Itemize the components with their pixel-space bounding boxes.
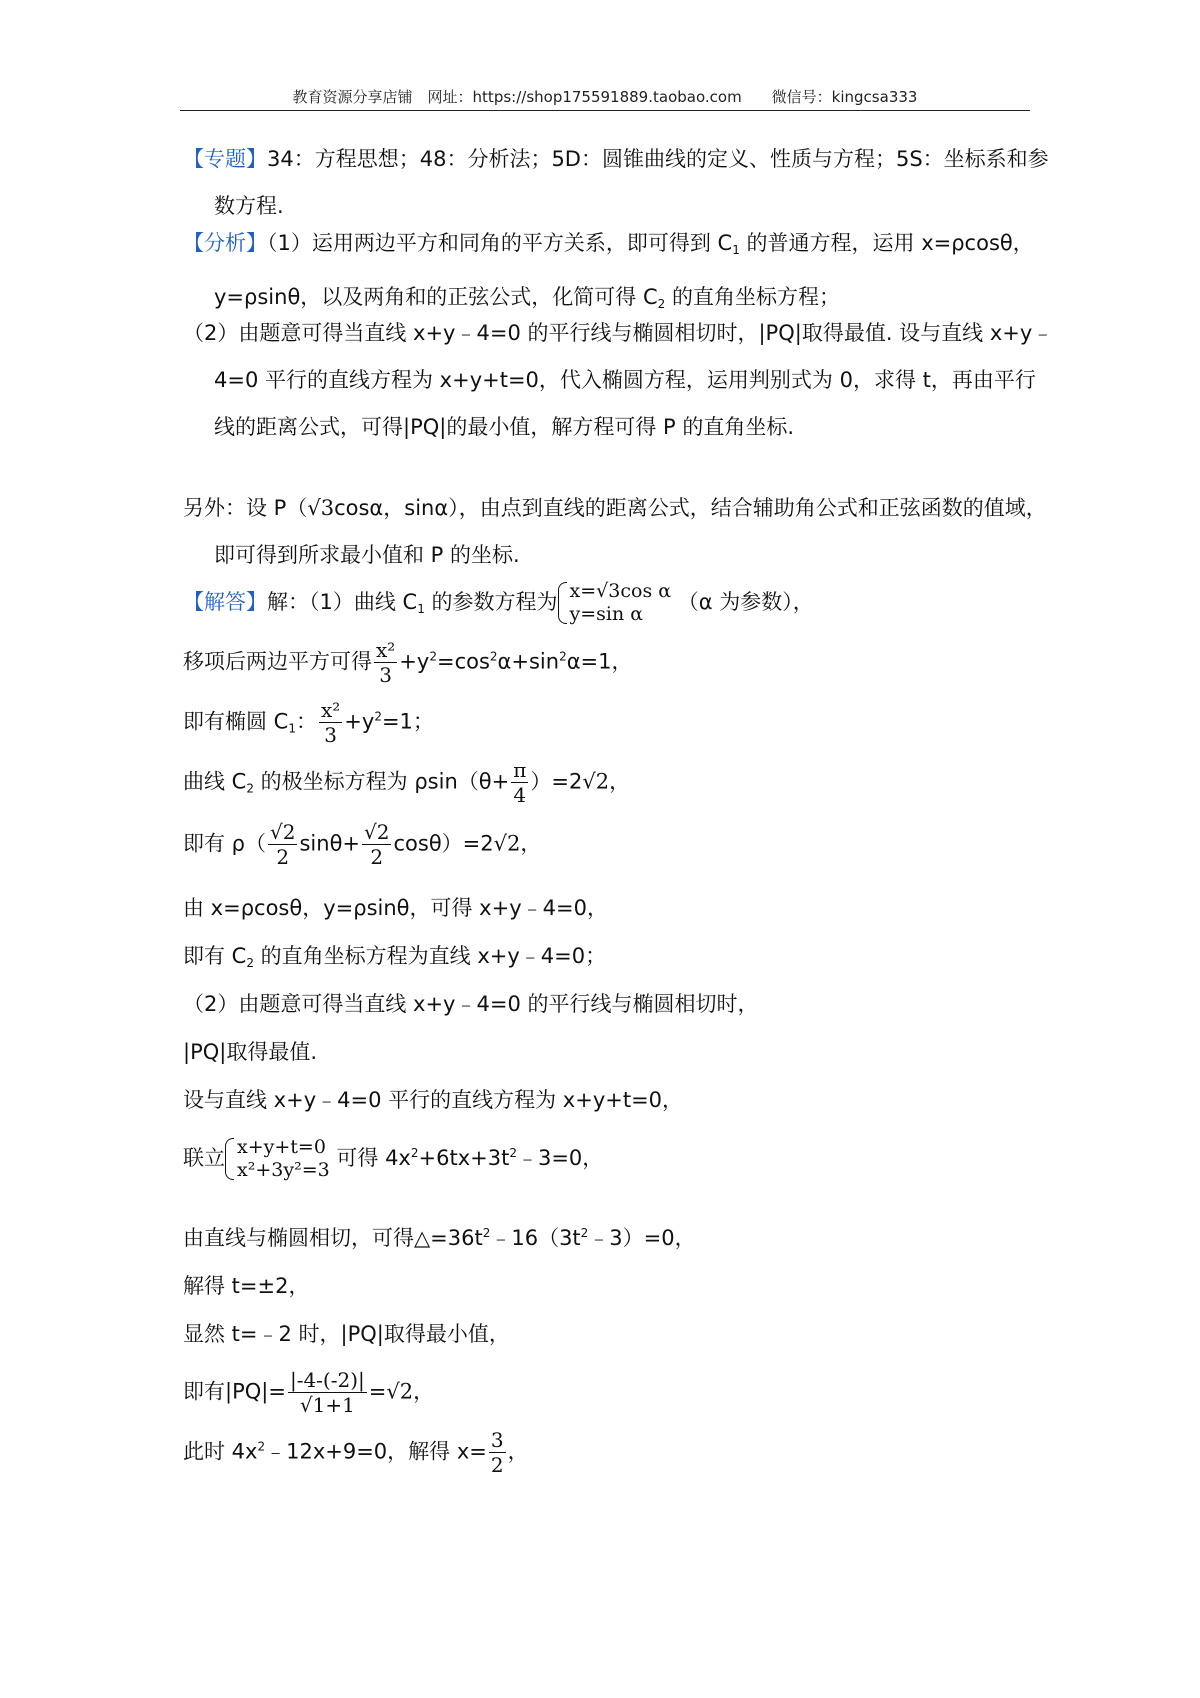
solution-text: 解：（1）曲线 C xyxy=(267,590,418,614)
equation-system-2 xyxy=(225,1136,330,1182)
solution-line-15 xyxy=(183,1368,434,1417)
subscript: 2 xyxy=(246,956,254,970)
solution-text: ﹣12x+9=0，解得 x= xyxy=(265,1439,487,1464)
analysis-text: cosα，sinα），由点到直线的距离公式，结合辅助角公式和正弦函数的值域，即可得到所求最小值和 P 的坐标. xyxy=(214,496,1047,567)
solution-line-12 xyxy=(183,1222,696,1252)
solution-line-6: 由 x=ρcosθ，y=ρsinθ，可得 x+y﹣4=0， xyxy=(183,896,608,920)
topic-text: 34：方程思想；48：分析法；5D：圆锥曲线的定义、性质与方程；5S：坐标系和参数方程. xyxy=(214,147,1049,218)
solution-text: 即有|PQ|= xyxy=(183,1379,286,1404)
superscript: 2 xyxy=(257,1439,266,1454)
solution-line-10: 设与直线 x+y﹣4=0 平行的直线方程为 x+y+t=0， xyxy=(183,1088,684,1112)
solution-text: 即有椭圆 C xyxy=(183,709,289,734)
solution-text: 的参数方程为 xyxy=(424,590,558,614)
numerator: 3 xyxy=(490,1428,504,1452)
solution-line-7 xyxy=(183,940,606,970)
topic-paragraph xyxy=(183,136,1054,230)
analysis-text: 的普通方程，运用 x=ρcosθ，y=ρsinθ，以及两角和的正弦公式，化简可得 C xyxy=(214,231,1034,309)
fraction-distance xyxy=(288,1368,367,1417)
subscript: 2 xyxy=(657,297,666,311)
system-row: x=√3cos α xyxy=(569,580,672,602)
analysis-paragraph-2: （2）由题意可得当直线 x+y﹣4=0 的平行线与椭圆相切时，|PQ|取得最值. 设与直线 x+y﹣4=0 平行的直线方程为 x+y+t=0，代入椭圆方程，运用判别式为 0，求得 t，再由平行线的距离公式，可得|PQ|的最小值，解方程可得 P 的直角坐标. xyxy=(183,321,1054,439)
fraction-sqrt2-over-2 xyxy=(362,820,391,869)
analysis-text: 另外：设 P（ xyxy=(183,496,308,520)
solution-text: 可得 4x xyxy=(336,1146,411,1170)
solution-text: 此时 4x xyxy=(183,1439,258,1464)
fraction-3-over-2 xyxy=(489,1428,506,1477)
header-divider xyxy=(180,110,1030,111)
solution-text: 曲线 C xyxy=(183,769,247,794)
superscript: 2 xyxy=(580,1226,589,1240)
subscript: 1 xyxy=(417,602,425,616)
denominator: 2 xyxy=(490,1453,504,1477)
solution-text: ， xyxy=(609,769,631,794)
subscript: 2 xyxy=(246,781,254,796)
solution-text: 的极坐标方程为 ρsin（θ+ xyxy=(253,769,510,794)
superscript: 2 xyxy=(509,1146,517,1160)
solution-text: 移项后两边平方可得 xyxy=(183,649,372,674)
equation-system-1 xyxy=(558,580,672,626)
system-row: x²+3y²=3 xyxy=(237,1159,330,1181)
solution-text: ﹣3）=0， xyxy=(588,1226,696,1250)
denominator: 4 xyxy=(513,783,527,807)
solution-line-5 xyxy=(183,820,541,869)
fraction-x2-over-3 xyxy=(374,638,397,687)
solution-text: ﹣3=0， xyxy=(516,1146,604,1170)
solution-line-11 xyxy=(183,1136,603,1182)
numerator: |-4-(-2)| xyxy=(289,1368,365,1392)
solution-line-1 xyxy=(183,580,814,626)
system-row: y=sin α xyxy=(569,603,644,625)
solution-line-14: 显然 t=﹣2 时，|PQ|取得最小值， xyxy=(183,1322,510,1346)
solution-text: 由直线与椭圆相切，可得△=36t xyxy=(183,1226,483,1250)
solution-text: +y xyxy=(399,649,430,674)
solution-text: α=1， xyxy=(566,649,633,674)
fraction-pi-over-4 xyxy=(511,758,528,807)
solution-text: +6tx+3t xyxy=(418,1146,510,1170)
denominator: √1+1 xyxy=(299,1393,355,1417)
solution-text: ： xyxy=(295,709,317,734)
solution-text: =1； xyxy=(381,709,434,734)
denominator: 3 xyxy=(379,663,393,687)
sqrt-two: √2 xyxy=(582,769,610,794)
superscript: 2 xyxy=(489,649,498,664)
solution-text: α+sin xyxy=(497,649,560,674)
solution-line-4 xyxy=(183,758,630,807)
subscript: 1 xyxy=(732,243,740,257)
fraction-x2-over-3 xyxy=(319,698,342,747)
denominator: 2 xyxy=(276,845,290,869)
denominator: 3 xyxy=(324,723,337,747)
superscript: 2 xyxy=(559,649,567,664)
sqrt-two: √2 xyxy=(493,831,521,856)
solution-text: 联立 xyxy=(183,1146,225,1170)
superscript: 2 xyxy=(410,1146,419,1160)
numerator: √2 xyxy=(270,820,296,844)
numerator: √2 xyxy=(364,820,390,844)
solution-text: ， xyxy=(507,1439,529,1464)
solution-line-3 xyxy=(183,698,434,747)
solution-text: ， xyxy=(520,831,542,856)
sqrt-two: √2 xyxy=(386,1379,414,1404)
numerator: x² xyxy=(320,698,341,722)
solution-line-13: 解得 t=±2， xyxy=(183,1274,310,1298)
analysis-paragraph-3 xyxy=(183,485,1054,579)
solution-line-9: |PQ|取得最值. xyxy=(183,1040,318,1064)
analysis-text: （1）运用两边平方和同角的平方关系，即可得到 C xyxy=(267,231,733,255)
analysis-tag: 【分析】 xyxy=(183,231,267,255)
solution-text: +y xyxy=(344,709,375,734)
superscript: 2 xyxy=(482,1226,491,1240)
sqrt-three: √3 xyxy=(307,496,335,520)
analysis-text: 的直角坐标方程； xyxy=(665,285,840,309)
solution-text: = xyxy=(368,1379,387,1404)
solution-text: sinθ+ xyxy=(299,831,361,856)
solution-text: ﹣16（3t xyxy=(490,1226,581,1250)
solution-text: 即有 C xyxy=(183,944,247,968)
solution-line-2 xyxy=(183,638,633,687)
superscript: 2 xyxy=(429,649,437,664)
system-row: x+y+t=0 xyxy=(237,1136,326,1158)
solution-line-16 xyxy=(183,1428,529,1477)
subscript: 1 xyxy=(288,721,296,736)
denominator: 2 xyxy=(370,845,384,869)
topic-tag: 【专题】 xyxy=(183,147,267,171)
solution-text: （α 为参数）， xyxy=(677,590,814,614)
solution-text: 的直角坐标方程为直线 x+y﹣4=0； xyxy=(253,944,607,968)
page-header: 教育资源分享店铺 网址：https://shop175591889.taobao.com 微信号：kingcsa333 xyxy=(292,88,918,106)
solution-text: 即有 ρ（ xyxy=(183,831,267,856)
solution-text: =cos xyxy=(436,649,490,674)
solution-line-8: （2）由题意可得当直线 x+y﹣4=0 的平行线与椭圆相切时， xyxy=(183,992,759,1016)
numerator: x² xyxy=(376,638,396,662)
fraction-sqrt2-over-2 xyxy=(268,820,297,869)
solution-text: cosθ）=2 xyxy=(393,831,494,856)
solution-text: ， xyxy=(413,1379,435,1404)
superscript: 2 xyxy=(374,709,382,724)
solution-tag: 【解答】 xyxy=(183,590,267,614)
solution-text: ）=2 xyxy=(530,769,583,794)
numerator: π xyxy=(513,758,527,782)
